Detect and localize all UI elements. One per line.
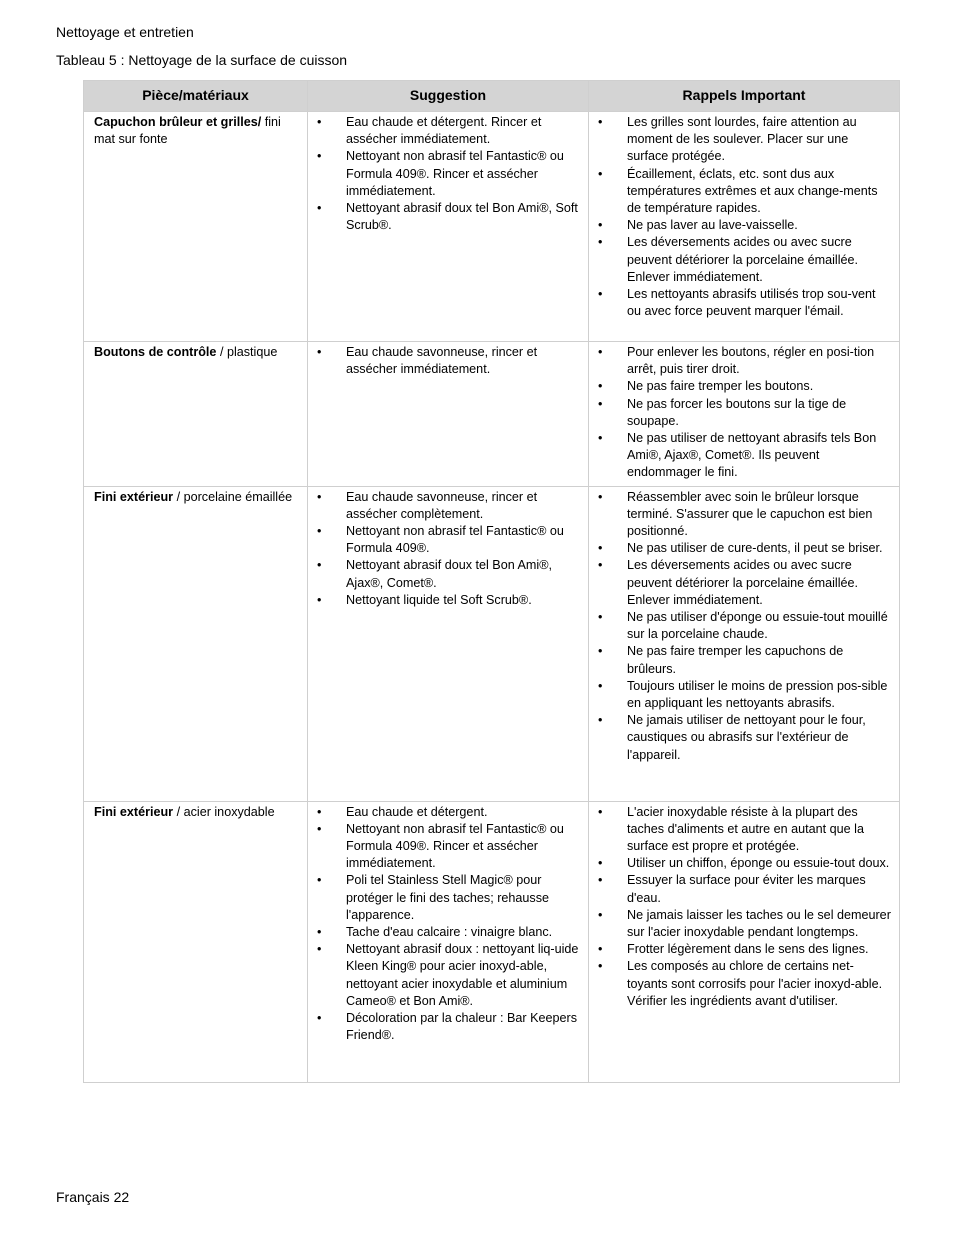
reminder-item: • Ne pas forcer les boutons sur la tige de soupape. [598,396,891,430]
reminder-item: • Les déversements acides ou avec sucre peuvent détériorer la porcelaine émaillée. Enlever immédiatement. [598,557,891,609]
page-number: Français 22 [56,1189,130,1205]
reminder-item: • Les grilles sont lourdes, faire attention au moment de les soulever. Placer sur une surface protégée. [598,114,891,166]
table-row [84,486,900,801]
suggestion-cell [308,801,589,1082]
part-name: Capuchon brûleur et grilles/ [94,115,262,129]
suggestion-item: • Tache d'eau calcaire : vinaigre blanc. [317,924,580,941]
part-material: fini mat sur fonte [94,115,281,147]
reminder-item: • Ne pas laver au lave-vaisselle. [598,217,891,234]
suggestion-item: • Eau chaude et détergent. [317,804,580,821]
part-material: / porcelaine émaillée [173,489,293,504]
suggestion-cell [308,486,589,801]
reminder-item: • Frotter légèrement dans le sens des lignes. [598,941,891,958]
suggestion-list [317,114,580,234]
part-name: Fini extérieur [94,804,174,819]
reminder-item: • Ne pas utiliser de cure-dents, il peut se briser. [598,540,891,557]
suggestion-item: • Nettoyant non abrasif tel Fantastic® ou Formula 409®. Rincer et assécher immédiatement. [317,821,580,873]
part-name: Boutons de contrôle [94,345,217,359]
suggestion-item: • Nettoyant abrasif doux tel Bon Ami®, Ajax®, Comet®. [317,557,580,591]
suggestion-item: • Nettoyant abrasif doux tel Bon Ami®, Soft Scrub®. [317,200,580,234]
table-caption: Tableau 5 : Nettoyage de la surface de cuisson [56,52,348,68]
part-name: Fini extérieur [94,489,174,504]
reminder-item: • Les composés au chlore de certains net-toyants sont corrosifs pour l'acier inoxyd-able. Vérifier les ingrédients avant d'utiliser. [598,958,891,1010]
reminder-item: • Ne jamais laisser les taches ou le sel demeurer sur l'acier inoxydable pendant longtemps. [598,907,891,941]
part-cell [84,801,308,1082]
reminder-item: • Toujours utiliser le moins de pression pos-sible en appliquant les nettoyants abrasifs. [598,678,891,712]
reminder-item: • Les nettoyants abrasifs utilisés trop sou-vent ou avec force peuvent marquer l'émail. [598,286,891,320]
suggestion-list [317,344,580,378]
reminder-item: • Pour enlever les boutons, régler en posi-tion arrêt, puis tirer droit. [598,344,891,378]
suggestion-item: • Nettoyant liquide tel Soft Scrub®. [317,592,580,609]
reminder-item: • Ne pas utiliser de nettoyant abrasifs tels Bon Ami®, Ajax®, Comet®. Ils peuvent endommager le fini. [598,430,891,482]
suggestion-item: • Eau chaude savonneuse, rincer et assécher complètement. [317,489,580,523]
reminder-cell [589,112,900,342]
table-row [84,801,900,1082]
suggestion-cell [308,342,589,487]
suggestion-item: • Décoloration par la chaleur : Bar Keepers Friend®. [317,1010,580,1044]
reminder-item: • Essuyer la surface pour éviter les marques d'eau. [598,872,891,906]
suggestion-item: • Eau chaude et détergent. Rincer et assécher immédiatement. [317,114,580,148]
reminder-list [598,489,891,764]
reminder-list [598,114,891,320]
suggestion-cell [308,112,589,342]
reminder-list [598,804,891,1010]
reminder-cell [589,486,900,801]
reminder-cell [589,342,900,487]
reminder-item: • Ne pas utiliser d'éponge ou essuie-tout mouillé sur la porcelaine chaude. [598,609,891,643]
table-row [84,112,900,342]
suggestion-item: • Nettoyant abrasif doux : nettoyant liq-uide Kleen King® pour acier inoxyd-able, nettoyant acier inoxydable et aluminium Cameo® et Bon Ami®. [317,941,580,1010]
part-cell [84,342,308,487]
table-header-row [84,81,900,112]
cleaning-table [83,80,900,1083]
suggestion-item: • Poli tel Stainless Stell Magic® pour protéger le fini des taches; rehausse l'apparence. [317,872,580,924]
reminder-item: • Réassembler avec soin le brûleur lorsque terminé. S'assurer que le capuchon est bien positionné. [598,489,891,541]
column-header-suggestion: Suggestion [308,81,589,112]
table-row [84,342,900,487]
section-title: Nettoyage et entretien [56,24,194,40]
reminder-item: • Ne jamais utiliser de nettoyant pour le four, caustiques ou abrasifs sur l'extérieur de l'appareil. [598,712,891,764]
reminder-item: • Les déversements acides ou avec sucre peuvent détériorer la porcelaine émaillée. Enlever immédiatement. [598,234,891,286]
reminder-cell [589,801,900,1082]
reminder-item: • Utiliser un chiffon, éponge ou essuie-tout doux. [598,855,891,872]
column-header-part: Pièce/matériaux [84,81,308,112]
part-material: / plastique [216,345,278,359]
reminder-item: • L'acier inoxydable résiste à la plupart des taches d'aliments et autre en autant que la surface est propre et protégée. [598,804,891,856]
suggestion-item: • Nettoyant non abrasif tel Fantastic® ou Formula 409®. Rincer et assécher immédiatement. [317,148,580,200]
reminder-item: • Ne pas faire tremper les boutons. [598,378,891,395]
suggestion-list [317,804,580,1045]
part-cell [84,486,308,801]
part-cell [84,112,308,342]
reminder-item: • Ne pas faire tremper les capuchons de brûleurs. [598,643,891,677]
reminder-list [598,344,891,482]
suggestion-list [317,489,580,609]
part-material: / acier inoxydable [173,804,275,819]
suggestion-item: • Eau chaude savonneuse, rincer et assécher immédiatement. [317,344,580,378]
column-header-reminders: Rappels Important [589,81,900,112]
suggestion-item: • Nettoyant non abrasif tel Fantastic® ou Formula 409®. [317,523,580,557]
reminder-item: • Écaillement, éclats, etc. sont dus aux températures extrêmes et aux change-ments de température rapides. [598,166,891,218]
